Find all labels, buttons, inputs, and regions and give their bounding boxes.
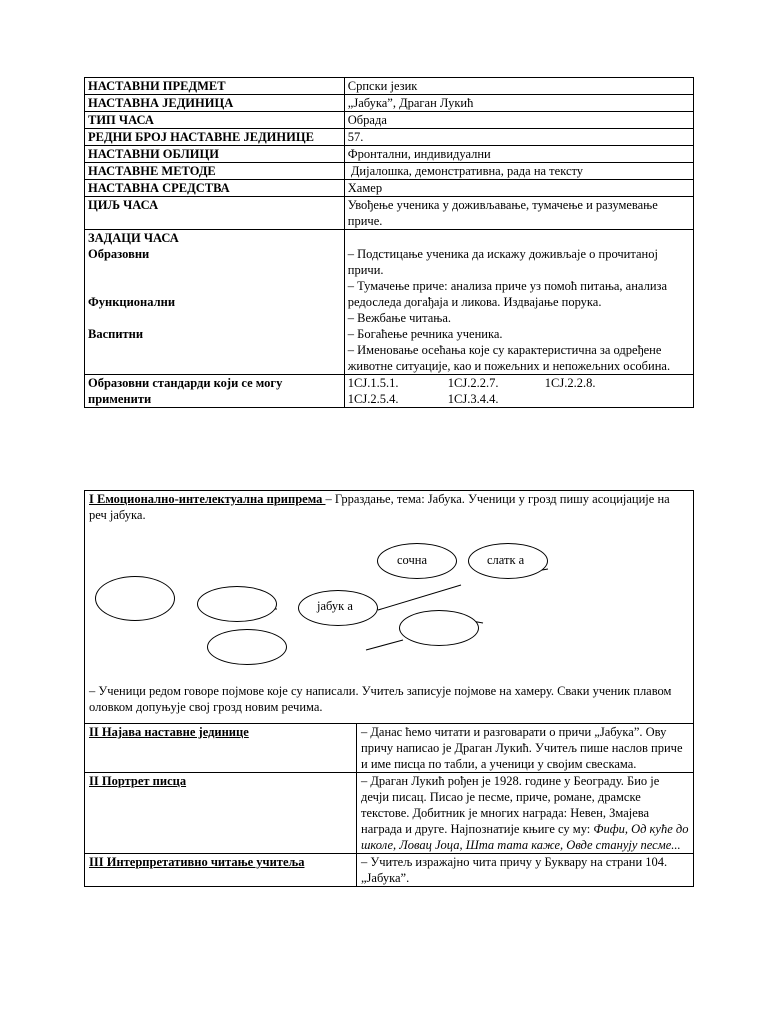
- table-row: [85, 163, 694, 180]
- func-label: Функционални: [88, 295, 176, 309]
- empty-bubble: [197, 586, 277, 622]
- section-3-books: Фифи, Од куће до школе, Ловац Јоца, Шта тата каже, Овде станују песме...: [361, 822, 689, 852]
- row-label: РЕДНИ БРОЈ НАСТАВНЕ ЈЕДИНИЦЕ: [85, 129, 345, 146]
- empty-bubble: [95, 576, 175, 621]
- tasks-labels: [85, 230, 345, 375]
- association-cluster: [89, 523, 689, 683]
- row-value: Фронтални, индивидуални: [344, 146, 693, 163]
- task-line: – Подстицање ученика да искажу доживљаје о прочитаној причи.: [347, 247, 658, 277]
- row-label: НАСТАВНА ЈЕДИНИЦА: [85, 95, 345, 112]
- section-4-heading: III Интерпретативно читање учитеља: [85, 854, 357, 887]
- section-1: [85, 491, 694, 724]
- row-value: Хамер: [344, 180, 693, 197]
- bubble-1-word: сочна: [397, 553, 427, 567]
- row-label: НАСТАВНИ ПРЕДМЕТ: [85, 78, 345, 95]
- standard-code: 1СЈ.2.2.8.: [544, 376, 596, 390]
- edu-label: Образовни: [88, 247, 150, 261]
- empty-bubble: [207, 629, 287, 665]
- section-1-heading: I Емоционално-интелектуална припрема: [89, 492, 326, 506]
- section-4-text: – Учитељ изражајно чита причу у Буквару на страни 104. „Јабука”.: [357, 854, 694, 887]
- task-line: – Тумачење приче: анализа приче уз помоћ питања, анализа редоследа догађаја и ликова. Издвајање порука.: [347, 279, 667, 309]
- row-value: Увођење ученика у доживљавање, тумачење и разумевање приче.: [344, 197, 693, 230]
- row-label: НАСТАВНЕ МЕТОДЕ: [85, 163, 345, 180]
- table-row: [85, 112, 694, 129]
- row-label: ЦИЉ ЧАСА: [85, 197, 345, 230]
- bubble-2-word: слатк а: [487, 553, 525, 567]
- row-label: НАСТАВНА СРЕДСТВА: [85, 180, 345, 197]
- table-row: [85, 773, 694, 854]
- row-label: ТИП ЧАСА: [85, 112, 345, 129]
- standard-code: 1СЈ.2.2.7.: [447, 376, 499, 390]
- row-value: Дијалошка, демонстративна, рада на тексту: [344, 163, 693, 180]
- table-row: [85, 491, 694, 724]
- table-row-standards: [85, 375, 694, 408]
- section-2-heading: II Најава наставне јединице: [85, 724, 357, 773]
- table-row: [85, 724, 694, 773]
- lesson-flow-table: [84, 490, 694, 887]
- section-2-text: – Данас ћемо читати и разговарати о причи „Јабука”. Ову причу написао је Драган Лукић. Учитељ пише наслов приче и име писца по табли, а ученици у својим свескама.: [357, 724, 694, 773]
- row-label: НАСТАВНИ ОБЛИЦИ: [85, 146, 345, 163]
- tasks-heading: ЗАДАЦИ ЧАСА: [88, 231, 179, 245]
- standards-values: [344, 375, 693, 408]
- table-row: [85, 95, 694, 112]
- row-value: Обрада: [344, 112, 693, 129]
- row-value: 57.: [344, 129, 693, 146]
- table-row: [85, 197, 694, 230]
- lesson-plan-table: [84, 77, 694, 408]
- task-line: – Вежбање читања.: [347, 311, 451, 325]
- row-value: „Јабука”, Драган Лукић: [344, 95, 693, 112]
- table-row: [85, 78, 694, 95]
- standard-code: 1СЈ.3.4.4.: [447, 392, 499, 406]
- standards-label: Образовни стандарди који се могу применити: [85, 375, 345, 408]
- task-line: – Богаћење речника ученика.: [347, 327, 503, 341]
- row-value: Српски језик: [344, 78, 693, 95]
- section-3-body: [357, 773, 694, 854]
- table-row: [85, 129, 694, 146]
- task-line: – Именовање осећања које су карактеристична за одређене животне ситуације, као и пожељних и непожељних особина.: [347, 343, 671, 373]
- center-word: јабук а: [317, 599, 353, 613]
- tasks-lines: [344, 230, 693, 375]
- standard-code: 1СЈ.1.5.1.: [347, 376, 399, 390]
- section-3-heading: II Портрет писца: [85, 773, 357, 854]
- empty-bubble: [399, 610, 479, 646]
- table-row: [85, 146, 694, 163]
- vasp-label: Васпитни: [88, 327, 144, 341]
- section-1-after: – Ученици редом говоре појмове које су написали. Учитељ записује појмове на хамеру. Сваки ученик плавом оловком допуњује свој грозд новим речима.: [89, 684, 672, 714]
- section-3-text: – Драган Лукић рођен је 1928. године у Београду. Био је дечји писац. Писао је песме, приче, романе, драмске текстове. Добитник је многих награда: Невен, Змајева награда и друге. Најпознатије књиге су му:: [361, 774, 660, 836]
- section-1-text: – Грраздање, тема: Јабука. Ученици у грозд пишу асоцијације на реч јабука.: [89, 492, 670, 522]
- table-row: [85, 854, 694, 887]
- table-row-tasks: [85, 230, 694, 375]
- standard-code: 1СЈ.2.5.4.: [347, 392, 399, 406]
- table-row: [85, 180, 694, 197]
